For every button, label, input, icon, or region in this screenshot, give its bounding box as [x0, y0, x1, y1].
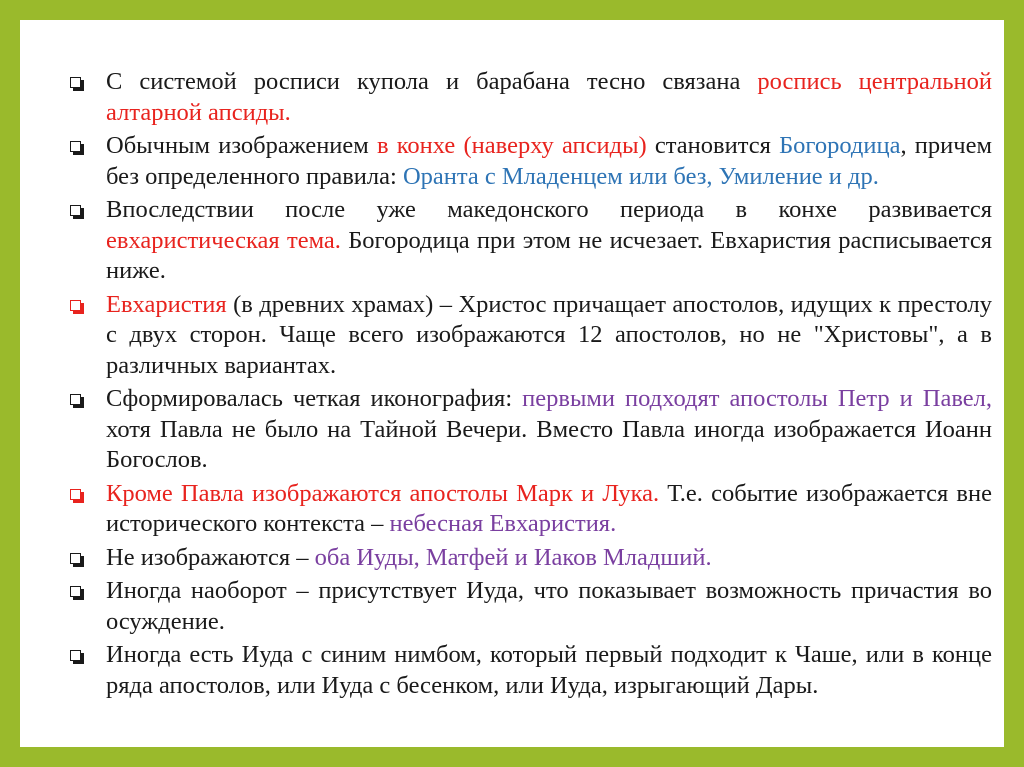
bullet-item	[70, 384, 992, 476]
checkbox-bullet-icon	[70, 141, 81, 152]
bullet-text-segment: Иногда есть Иуда с синим нимбом, который первый подходит к Чаше, или в конце ряда апостолов, или Иуда с бесенком, или Иуда, изрыгающий Дары.	[106, 641, 992, 699]
bullet-text-segment: Не изображаются –	[106, 543, 315, 571]
bullet-item	[70, 640, 992, 701]
bullet-text-segment: оба Иуды, Матфей и Иаков Младший.	[314, 543, 712, 571]
bullet-text-segment: первыми подходят апостолы Петр и Павел,	[522, 385, 992, 412]
bullet-text-segment: Оранта с Младенцем или без, Умиление и др.	[402, 162, 879, 190]
bullet-item	[70, 67, 992, 128]
bullet-item	[70, 576, 992, 637]
checkbox-bullet-icon	[70, 77, 81, 88]
bullet-text-segment: Евхаристия	[106, 290, 227, 318]
checkbox-bullet-icon	[70, 586, 81, 597]
bullet-text-segment: (в древних храмах) – Христос причащает апостолов, идущих к престолу с двух сторон. Чаще всего изображаются 12 апостолов, но не "Христовы", а в различных вариантах.	[106, 290, 992, 379]
bullet-text-segment: становится	[646, 132, 780, 159]
checkbox-bullet-icon	[70, 300, 81, 311]
bullet-item	[70, 131, 992, 192]
bullet-text-segment: Сформировалась четкая иконография:	[106, 385, 523, 412]
checkbox-bullet-icon	[70, 650, 81, 661]
checkbox-bullet-icon	[70, 553, 81, 564]
bullet-text-segment: С системой росписи купола и барабана тесно связана	[106, 68, 758, 95]
bullet-list	[70, 67, 992, 701]
bullet-text-segment: Кроме Павла изображаются апостолы Марк и Лука.	[106, 479, 660, 507]
bullet-text-segment: роспись центральной алтарной апсиды.	[106, 68, 992, 126]
bullet-text-segment: Впоследствии после уже македонского периода в конхе развивается	[106, 196, 992, 223]
bullet-text-segment: Обычным изображением	[106, 132, 377, 159]
bullet-text-segment: Богородица	[779, 132, 901, 159]
bullet-item	[70, 290, 992, 382]
bullet-text-segment: , причем без определенного правила:	[106, 132, 992, 190]
bullet-item	[70, 479, 992, 540]
bullet-text-segment: Т.е. событие изображается вне исторического контекста –	[106, 479, 992, 537]
bullet-text-segment: Богородица при этом не исчезает. Евхаристия расписывается ниже.	[106, 226, 992, 284]
bullet-text-segment: небесная Евхаристия.	[389, 510, 617, 537]
bullet-item	[70, 195, 992, 287]
slide-content-area	[20, 20, 1004, 747]
bullet-text-segment: в конхе (наверху апсиды)	[377, 132, 647, 159]
bullet-item	[70, 543, 992, 574]
checkbox-bullet-icon	[70, 205, 81, 216]
checkbox-bullet-icon	[70, 489, 81, 500]
bullet-text-segment: Иногда наоборот – присутствует Иуда, что показывает возможность причастия во осуждение.	[106, 577, 992, 635]
checkbox-bullet-icon	[70, 394, 81, 405]
bullet-text-segment: хотя Павла не было на Тайной Вечери. Вместо Павла иногда изображается Иоанн Богослов.	[106, 415, 992, 473]
bullet-text-segment: евхаристическая тема.	[106, 226, 341, 254]
